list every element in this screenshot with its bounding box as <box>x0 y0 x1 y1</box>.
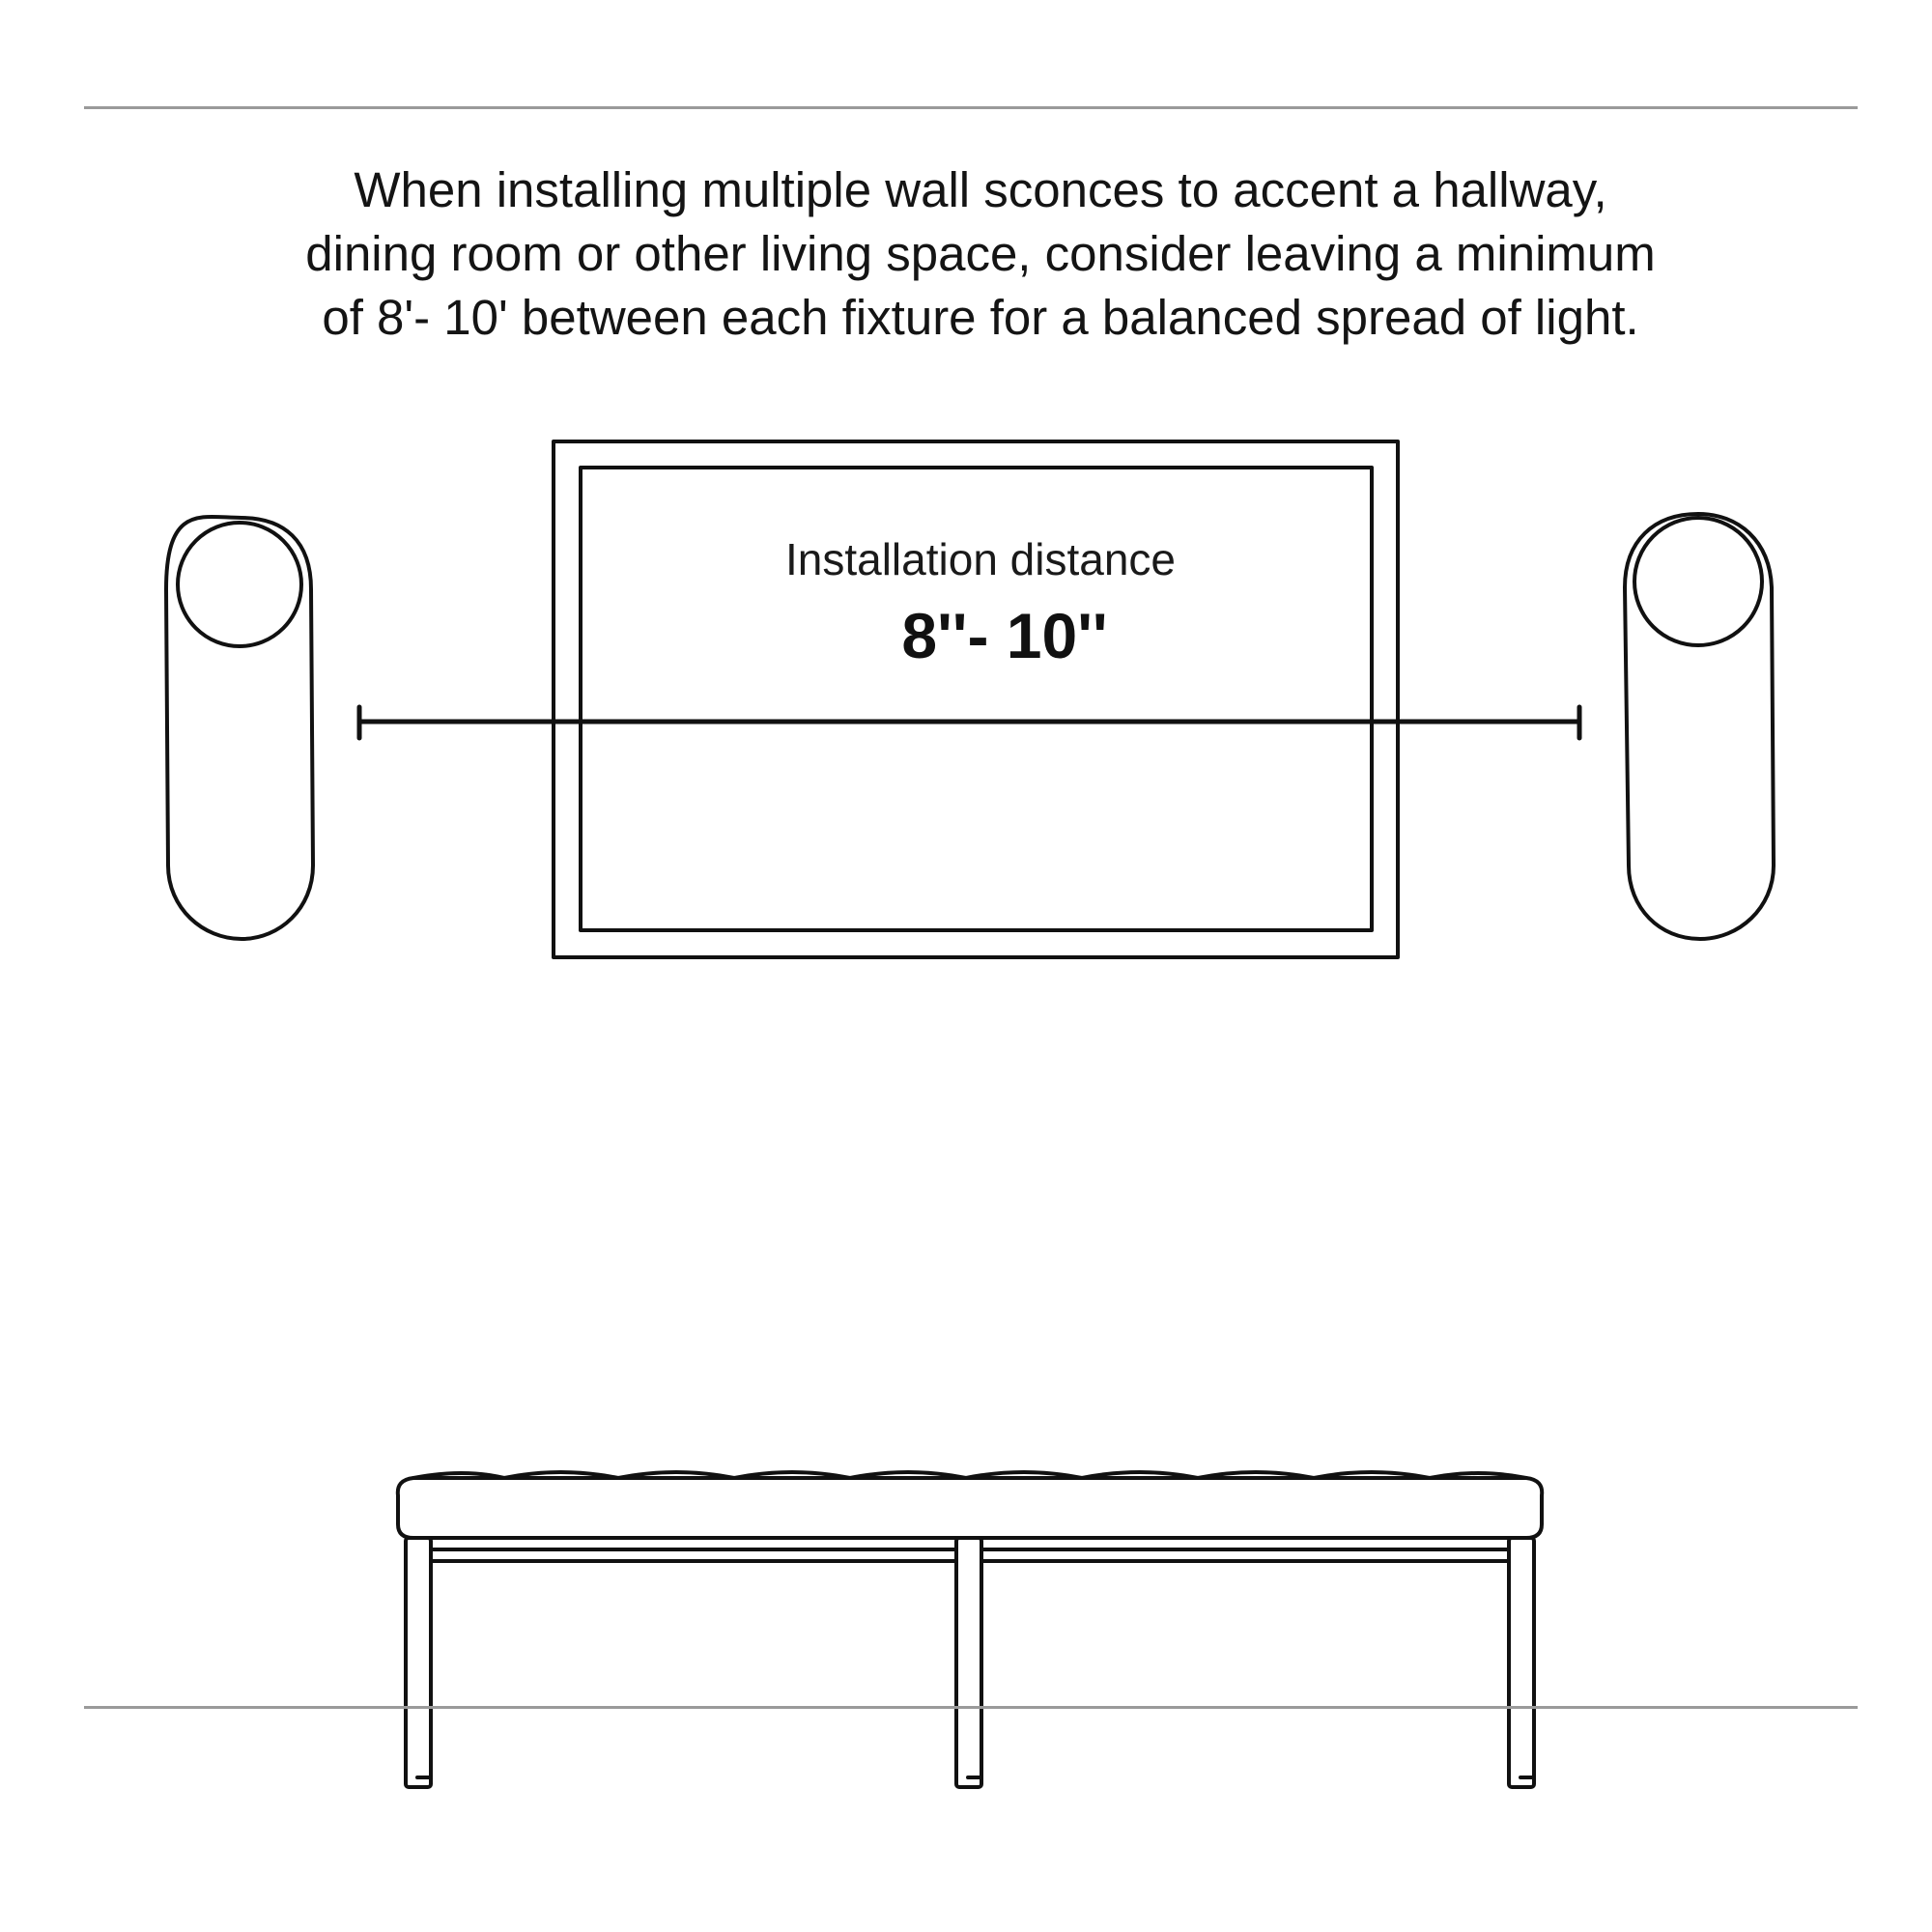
intro-line-3: of 8'- 10' between each fixture for a balanced spread of light. <box>322 290 1639 345</box>
bench-leg-right <box>1509 1538 1534 1787</box>
intro-line-1: When installing multiple wall sconces to accent a hallway, <box>354 162 1607 217</box>
floor-line <box>84 1706 1858 1709</box>
measurement-value: 8''- 10'' <box>901 600 1108 671</box>
bench-cushion <box>398 1478 1542 1538</box>
bench-leg-left <box>406 1538 431 1787</box>
left-sconce <box>166 517 313 939</box>
framed-artwork <box>554 441 1398 957</box>
intro-line-2: dining room or other living space, consider leaving a minimum <box>305 226 1656 281</box>
bench-leg-middle <box>956 1538 981 1787</box>
right-sconce <box>1625 514 1774 939</box>
bench <box>398 1472 1542 1787</box>
measurement-caption: Installation distance <box>784 534 1177 584</box>
